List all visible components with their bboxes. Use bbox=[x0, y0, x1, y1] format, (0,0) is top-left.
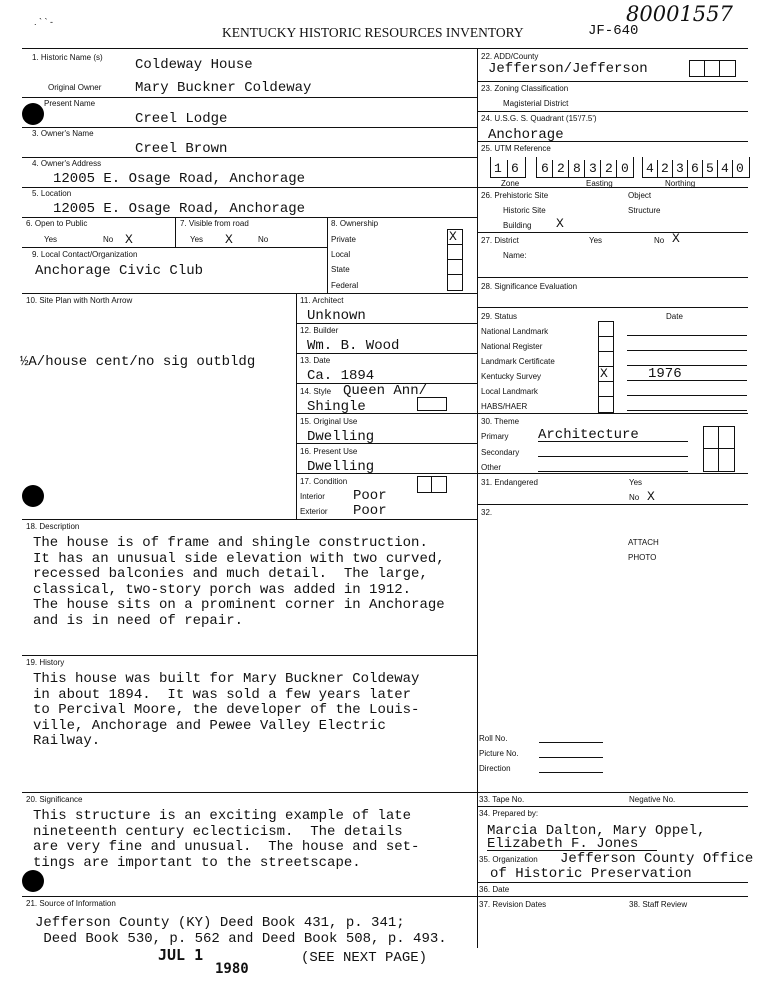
present-use-label: 16. Present Use bbox=[300, 447, 358, 456]
kentucky-survey-date: 1976 bbox=[648, 366, 682, 382]
status-national-landmark: National Landmark bbox=[481, 327, 549, 336]
district-label: 27. District bbox=[481, 236, 519, 245]
source-text: Jefferson County (KY) Deed Book 431, p. 341; Deed Book 530, p. 562 and Deed Book 508, p. 493. bbox=[35, 915, 447, 947]
style-value-line2: Shingle bbox=[307, 399, 366, 415]
local-contact-value: Anchorage Civic Club bbox=[35, 263, 204, 279]
utm-northing-digit-6: 4 bbox=[721, 161, 730, 176]
see-next-page: (SEE NEXT PAGE) bbox=[301, 950, 428, 966]
owner-name-value: Creel Brown bbox=[135, 141, 228, 157]
utm-easting-label: Easting bbox=[586, 179, 613, 188]
builder-value: Wm. B. Wood bbox=[307, 338, 400, 354]
style-value-line1: Queen Ann/ bbox=[343, 383, 428, 399]
theme-primary-value: Architecture bbox=[538, 427, 639, 443]
status-landmark-certificate: Landmark Certificate bbox=[481, 357, 555, 366]
endangered-yes: Yes bbox=[629, 478, 643, 487]
site-type-structure: Structure bbox=[628, 206, 661, 215]
utm-zone-digit-1: 1 bbox=[494, 161, 503, 176]
condition-interior-value: Poor bbox=[353, 488, 387, 504]
location-label: 5. Location bbox=[32, 189, 72, 198]
status-kentucky-survey: Kentucky Survey bbox=[481, 372, 542, 381]
date-prepared-label: 36. Date bbox=[479, 885, 510, 894]
ownership-private-mark: X bbox=[449, 229, 457, 244]
utm-northing-digit-5: 5 bbox=[706, 161, 715, 176]
source-label: 21. Source of Information bbox=[26, 899, 116, 908]
endangered-mark: X bbox=[647, 489, 655, 504]
roll-no-label: Roll No. bbox=[479, 734, 508, 743]
owner-address-value: 12005 E. Osage Road, Anchorage bbox=[53, 171, 306, 187]
utm-easting-boxes bbox=[536, 157, 634, 178]
condition-code-box bbox=[417, 476, 447, 493]
significance-evaluation-label: 28. Significance Evaluation bbox=[481, 282, 578, 291]
present-name-label: Present Name bbox=[44, 99, 96, 108]
direction-label: Direction bbox=[479, 764, 511, 773]
utm-easting-digit-6: 0 bbox=[621, 161, 630, 176]
status-label: 29. Status bbox=[481, 312, 518, 321]
date-label: 13. Date bbox=[300, 356, 331, 365]
ownership-federal-label: Federal bbox=[331, 281, 359, 290]
status-national-register: National Register bbox=[481, 342, 543, 351]
historic-name-label: 1. Historic Name (s) bbox=[32, 53, 103, 62]
district-mark: X bbox=[672, 231, 680, 246]
description-text: The house is of frame and shingle construction. It has an unusual side elevation with two curved, recessed balconies and much detail. The large, classical, two-story porch was added in 1912. The house sits on a prominent corner in Anchorage and is in need of repair. bbox=[33, 535, 445, 629]
significance-label: 20. Significance bbox=[26, 795, 83, 804]
quadrant-label: 24. U.S.G. S. Quadrant (15'/7.5') bbox=[481, 114, 597, 123]
significance-text: This structure is an exciting example of late nineteenth century eclecticism. The details are very fine and unusual. The house and set- tings are important to the streetscape. bbox=[33, 808, 420, 871]
location-value: 12005 E. Osage Road, Anchorage bbox=[53, 201, 306, 217]
theme-secondary-label: Secondary bbox=[481, 448, 520, 457]
visible-from-road-mark: X bbox=[225, 232, 233, 247]
form-title: KENTUCKY HISTORIC RESOURCES INVENTORY bbox=[222, 25, 524, 40]
owner-name-label: 3. Owner's Name bbox=[32, 129, 94, 138]
local-contact-label: 9. Local Contact/Organization bbox=[32, 250, 138, 259]
theme-primary-label: Primary bbox=[481, 432, 509, 441]
zoning-label: 23. Zoning Classification bbox=[481, 84, 569, 93]
picture-no-label: Picture No. bbox=[479, 749, 519, 758]
handwritten-reference-number: 80001557 bbox=[626, 2, 733, 26]
present-name-value: Creel Lodge bbox=[135, 111, 228, 127]
district-yes: Yes bbox=[589, 236, 603, 245]
organization-line1: Jefferson County Office bbox=[560, 851, 754, 867]
endangered-no: No bbox=[629, 493, 640, 502]
ownership-label: 8. Ownership bbox=[331, 219, 379, 228]
punch-hole-bottom bbox=[22, 870, 44, 892]
ownership-local-label: Local bbox=[331, 250, 351, 259]
site-type-building-mark: X bbox=[556, 216, 564, 231]
header-stray-marks: . ` ` - bbox=[34, 17, 53, 27]
prepared-by-line1: Marcia Dalton, Mary Oppel, bbox=[487, 823, 706, 839]
form-id: JF-640 bbox=[588, 23, 639, 39]
add-county-value: Jefferson/Jefferson bbox=[488, 61, 648, 77]
open-to-public-label: 6. Open to Public bbox=[26, 219, 88, 228]
organization-line2: of Historic Preservation bbox=[490, 866, 692, 882]
historic-name-value: Coldeway House bbox=[135, 57, 253, 73]
organization-label: 35. Organization bbox=[479, 855, 538, 864]
utm-northing-label: Northing bbox=[665, 179, 696, 188]
visible-from-road-yes: Yes bbox=[190, 235, 204, 244]
original-owner-value: Mary Buckner Coldeway bbox=[135, 80, 312, 96]
condition-interior-label: Interior bbox=[300, 492, 325, 501]
district-no: No bbox=[654, 236, 665, 245]
theme-other-label: Other bbox=[481, 463, 502, 472]
present-use-value: Dwelling bbox=[307, 459, 375, 475]
utm-northing-digit-1: 4 bbox=[646, 161, 655, 176]
endangered-label: 31. Endangered bbox=[481, 478, 538, 487]
ownership-private-label: Private bbox=[331, 235, 356, 244]
condition-exterior-label: Exterior bbox=[300, 507, 328, 516]
status-date-label: Date bbox=[666, 312, 683, 321]
site-plan-value: ½A/house cent/no sig outbldg bbox=[20, 354, 256, 370]
architect-value: Unknown bbox=[307, 308, 366, 324]
date-stamp-month: JUL 1 bbox=[158, 946, 204, 964]
tape-no-label: 33. Tape No. bbox=[479, 795, 525, 804]
date-stamp-year: 1980 bbox=[215, 961, 249, 977]
visible-from-road-label: 7. Visible from road bbox=[180, 219, 249, 228]
condition-exterior-value: Poor bbox=[353, 503, 387, 519]
photo-section-label: 32. bbox=[481, 508, 493, 517]
ownership-state-label: State bbox=[331, 265, 350, 274]
prepared-by-label: 34. Prepared by: bbox=[479, 809, 539, 818]
date-value: Ca. 1894 bbox=[307, 368, 375, 384]
utm-northing-digit-3: 3 bbox=[676, 161, 685, 176]
site-type-building: Building bbox=[503, 221, 532, 230]
negative-no-label: Negative No. bbox=[629, 795, 676, 804]
site-type-label: 26. Prehistoric Site bbox=[481, 191, 549, 200]
district-name-label: Name: bbox=[503, 251, 527, 260]
utm-northing-digit-7: 0 bbox=[736, 161, 745, 176]
builder-label: 12. Builder bbox=[300, 326, 339, 335]
utm-easting-digit-4: 3 bbox=[589, 161, 598, 176]
utm-zone-label: Zone bbox=[501, 179, 520, 188]
status-habs-haer: HABS/HAER bbox=[481, 402, 528, 411]
history-text: This house was built for Mary Buckner Coldeway in about 1894. It was sold a few years later to Percival Moore, the developer of the Louis- ville, Anchorage and Pewee Valley Electric Railway. bbox=[33, 671, 420, 750]
theme-label: 30. Theme bbox=[481, 417, 520, 426]
staff-review-label: 38. Staff Review bbox=[629, 900, 688, 909]
site-plan-label: 10. Site Plan with North Arrow bbox=[26, 296, 133, 305]
utm-northing-digit-2: 2 bbox=[661, 161, 670, 176]
open-to-public-yes: Yes bbox=[44, 235, 58, 244]
condition-label: 17. Condition bbox=[300, 477, 348, 486]
attach-photo-line1: ATTACH bbox=[628, 538, 659, 547]
site-type-historic-site: Historic Site bbox=[503, 206, 546, 215]
quadrant-value: Anchorage bbox=[488, 127, 564, 143]
utm-zone-digit-2: 6 bbox=[511, 161, 520, 176]
theme-code-boxes bbox=[703, 426, 735, 472]
add-county-label: 22. ADD/County bbox=[481, 52, 539, 61]
utm-easting-digit-3: 8 bbox=[573, 161, 582, 176]
utm-easting-digit-2: 2 bbox=[557, 161, 566, 176]
style-label: 14. Style bbox=[300, 387, 332, 396]
punch-hole-middle bbox=[22, 485, 44, 507]
zoning-value: Magisterial District bbox=[503, 99, 569, 108]
original-use-label: 15. Original Use bbox=[300, 417, 358, 426]
attach-photo-line2: PHOTO bbox=[628, 553, 657, 562]
utm-easting-digit-5: 2 bbox=[605, 161, 614, 176]
site-type-object: Object bbox=[628, 191, 652, 200]
visible-from-road-no: No bbox=[258, 235, 269, 244]
owner-address-label: 4. Owner's Address bbox=[32, 159, 102, 168]
style-code-box bbox=[417, 397, 447, 411]
utm-northing-digit-4: 6 bbox=[691, 161, 700, 176]
county-code-boxes bbox=[689, 60, 736, 77]
punch-hole-top bbox=[22, 103, 44, 125]
utm-easting-digit-1: 6 bbox=[541, 161, 550, 176]
revision-dates-label: 37. Revision Dates bbox=[479, 900, 547, 909]
kentucky-survey-mark: X bbox=[600, 366, 608, 381]
history-label: 19. History bbox=[26, 658, 65, 667]
description-label: 18. Description bbox=[26, 522, 80, 531]
architect-label: 11. Architect bbox=[300, 296, 344, 305]
prepared-by-line2: Elizabeth F. Jones bbox=[487, 836, 639, 852]
open-to-public-mark: X bbox=[125, 232, 133, 247]
status-local-landmark: Local Landmark bbox=[481, 387, 538, 396]
original-owner-label: Original Owner bbox=[48, 83, 102, 92]
utm-reference-label: 25. UTM Reference bbox=[481, 144, 551, 153]
original-use-value: Dwelling bbox=[307, 429, 375, 445]
open-to-public-no: No bbox=[103, 235, 114, 244]
